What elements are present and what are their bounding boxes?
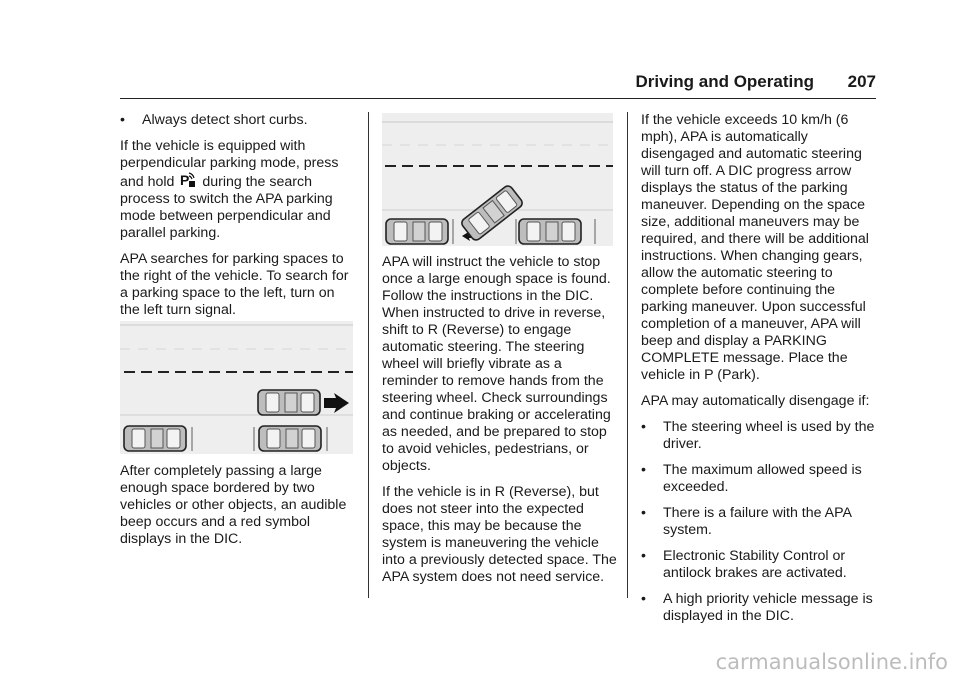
- paragraph: APA searches for parking spaces to the right of the vehicle. To search for a parking space to the left, turn on the left turn signal.: [120, 251, 349, 318]
- bullet-marker: •: [120, 112, 125, 128]
- list-item: [641, 505, 879, 539]
- parked-vehicle: [519, 219, 581, 244]
- bullet-marker: •: [641, 591, 646, 607]
- bullet-marker: •: [641, 505, 646, 521]
- column-3: [641, 112, 879, 634]
- svg-text:P: P: [180, 172, 190, 188]
- paragraph-text: If the vehicle is equipped with perpendicular parking mode, press and hold: [120, 138, 339, 190]
- paragraph: [120, 138, 358, 242]
- bullet-marker: •: [641, 462, 646, 478]
- parked-vehicle: [124, 426, 186, 451]
- moving-vehicle: [258, 390, 320, 415]
- page-number: 207: [847, 72, 876, 91]
- list-item: [641, 548, 879, 582]
- column-1-lower: [120, 463, 358, 557]
- bullet-marker: •: [641, 419, 646, 435]
- list-item: [641, 419, 879, 453]
- bullet-text: Electronic Stability Control or antilock brakes are activated.: [663, 548, 847, 581]
- paragraph: If the vehicle is in R (Reverse), but does not steer into the expected space, this may be because the system is maneuvering the vehicle into a previously detected space. The APA system does not need service.: [382, 484, 617, 585]
- bullet-text: A high priority vehicle message is displayed in the DIC.: [663, 591, 873, 624]
- bullet-text: The steering wheel is used by the driver.: [663, 419, 875, 452]
- parked-vehicle: [259, 426, 321, 451]
- paragraph: After completely passing a large enough space bordered by two vehicles or other objects, an audible beep occurs and a red symbol displays in the DIC.: [120, 463, 347, 547]
- parking-maneuver-figure: [382, 113, 613, 246]
- bullet-text: There is a failure with the APA system.: [663, 505, 852, 538]
- header-rule: [120, 98, 876, 99]
- column-divider-1: [368, 112, 369, 598]
- parking-assist-icon: [180, 172, 196, 189]
- list-item: [120, 112, 358, 129]
- bullet-text: Always detect short curbs.: [142, 112, 308, 128]
- paragraph-text: during the search process to switch the APA parking mode between perpendicular and parallel parking.: [120, 174, 333, 241]
- column-1: [120, 112, 358, 328]
- paragraph: APA may automatically disengage if:: [641, 393, 870, 409]
- list-item: [641, 462, 879, 496]
- parked-vehicle: [386, 219, 448, 244]
- paragraph: If the vehicle exceeds 10 km/h (6 mph), APA is automatically disengaged and automatic steering will turn off. A DIC progress arrow displays the status of the parking maneuver. Depending on the space size, additional maneuvers may be required, and there will be additional instructions. When changing gears, allow the automatic steering to complete before continuing the parking maneuver. Upon successful completion of a maneuver, APA will beep and display a PARKING COMPLETE message. Place the vehicle in P (Park).: [641, 112, 869, 383]
- paragraph: APA will instruct the vehicle to stop once a large enough space is found. Follow the instructions in the DIC. When instructed to drive in reverse, shift to R (Reverse) to engage automatic steering. The steering wheel will briefly vibrate as a reminder to remove hands from the steering wheel. Check surroundings and continue braking or accelerating as needed, and be prepared to stop to avoid vehicles, pedestrians, or objects.: [382, 254, 611, 474]
- bullet-text: The maximum allowed speed is exceeded.: [663, 462, 862, 495]
- watermark[interactable]: carmanualsonline.info: [715, 650, 948, 674]
- column-divider-2: [627, 112, 628, 598]
- page-header: [120, 72, 876, 98]
- parking-scan-figure: [120, 321, 353, 454]
- bullet-marker: •: [641, 548, 646, 564]
- section-title: Driving and Operating: [635, 72, 814, 91]
- list-item: [641, 591, 879, 625]
- column-2: [382, 254, 620, 595]
